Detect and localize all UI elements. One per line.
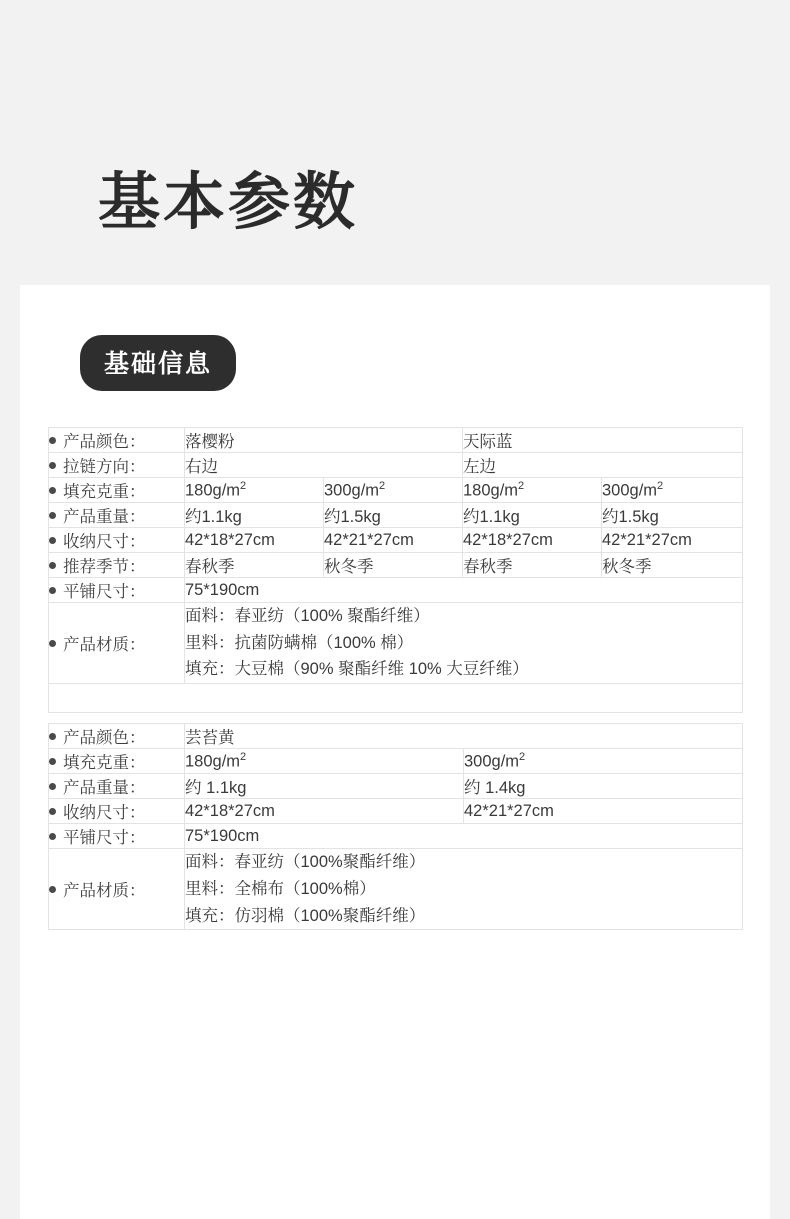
- superscript-2: 2: [657, 479, 664, 492]
- table-row: [49, 603, 743, 684]
- row-value-cell: 约 1.1kg: [185, 774, 464, 799]
- bottom-pad: [20, 930, 770, 948]
- row-label-cell: [49, 849, 185, 930]
- row-label-text: 填充克重：: [63, 483, 146, 501]
- table-row: [49, 453, 743, 478]
- row-value-cell: 右边: [185, 453, 463, 478]
- row-value-cell-material: [185, 603, 743, 684]
- bullet-dot-icon: [49, 537, 56, 544]
- row-value-cell: $300g/m^2$: [602, 478, 743, 503]
- row-value-cell: 约1.5kg: [324, 503, 463, 528]
- row-value-cell: $180g/m^2$: [185, 478, 324, 503]
- row-value-cell: 落樱粉: [185, 428, 463, 453]
- superscript-2: 2: [240, 750, 247, 763]
- row-label-cell: [49, 578, 185, 603]
- spec-table-primary: [48, 427, 743, 713]
- row-label-text: 产品材质：: [63, 636, 146, 655]
- row-value-cell: 约 1.4kg: [464, 774, 743, 799]
- row-label-text: 平铺尺寸：: [63, 829, 146, 848]
- table-row: [49, 849, 743, 930]
- bullet-dot-icon: [49, 462, 56, 469]
- table-row: [49, 774, 743, 799]
- right-band: [770, 0, 790, 1219]
- row-value-cell: 芸苔黄: [185, 724, 743, 749]
- row-label-cell: [49, 749, 185, 774]
- superscript-2: 2: [240, 479, 247, 492]
- spec-content: [20, 285, 770, 948]
- row-label-cell: [49, 824, 185, 849]
- row-label-text: 产品材质：: [63, 882, 146, 901]
- row-label-cell: [49, 799, 185, 824]
- row-value-cell: 42*18*27cm: [185, 528, 324, 553]
- row-label-text: 产品颜色：: [63, 729, 146, 748]
- superscript-2: 2: [519, 750, 526, 763]
- table-row: [49, 528, 743, 553]
- row-value-cell: 75*190cm: [185, 578, 743, 603]
- material-line: 填充：大豆棉（90% 聚酯纤维 10% 大豆纤维）: [185, 660, 529, 679]
- row-value-cell: 42*18*27cm: [463, 528, 602, 553]
- material-line: 里料：抗菌防螨棉（100% 棉）: [185, 633, 414, 652]
- table-gap: [20, 713, 770, 723]
- row-label-text: 平铺尺寸：: [63, 583, 146, 601]
- row-value-cell: 天际蓝: [463, 428, 743, 453]
- row-value-cell: 42*21*27cm: [602, 528, 743, 553]
- bullet-dot-icon: [49, 833, 56, 840]
- row-value-cell: 75*190cm: [185, 824, 743, 849]
- bullet-dot-icon: [49, 733, 56, 740]
- spacer-cell: [49, 684, 743, 713]
- row-label-cell: [49, 774, 185, 799]
- section-pill-basic-info: 基础信息: [80, 335, 236, 391]
- row-value-cell: 春秋季: [185, 553, 324, 578]
- left-band: [0, 0, 20, 1219]
- table-row: [49, 799, 743, 824]
- row-label-text: 推荐季节：: [63, 558, 146, 576]
- bullet-dot-icon: [49, 758, 56, 765]
- material-line: 填充：仿羽棉（100%聚酯纤维）: [185, 906, 426, 925]
- table-row: [49, 724, 743, 749]
- row-label-text: 产品颜色：: [63, 433, 146, 451]
- row-label-text: 拉链方向：: [63, 458, 146, 476]
- row-value-cell: $180g/m^2$: [463, 478, 602, 503]
- table-row: [49, 503, 743, 528]
- row-value-cell: 左边: [463, 453, 743, 478]
- row-value-cell: 秋冬季: [602, 553, 743, 578]
- row-label-cell: [49, 528, 185, 553]
- row-value-cell: $300g/m^2$: [324, 478, 463, 503]
- bullet-dot-icon: [49, 808, 56, 815]
- superscript-2: 2: [379, 479, 386, 492]
- table-row: [49, 578, 743, 603]
- row-label-cell: [49, 428, 185, 453]
- row-label-text: 收纳尺寸：: [63, 804, 146, 823]
- row-label-cell: [49, 553, 185, 578]
- row-value-cell: $300g/m^2$: [464, 749, 743, 774]
- row-value-cell: 42*18*27cm: [185, 799, 464, 824]
- bullet-dot-icon: [49, 562, 56, 569]
- row-label-cell: [49, 503, 185, 528]
- spec-table-secondary: [48, 723, 743, 930]
- page-title: 基本参数: [98, 168, 359, 237]
- top-band: [0, 0, 790, 20]
- superscript-2: 2: [518, 479, 525, 492]
- row-label-text: 填充克重：: [63, 754, 146, 773]
- row-label-text: 收纳尺寸：: [63, 533, 146, 551]
- row-label-text: 产品重量：: [63, 508, 146, 526]
- section-header: [20, 285, 770, 391]
- row-label-cell: [49, 478, 185, 503]
- table-spacer-row: [49, 684, 743, 713]
- bullet-dot-icon: [49, 437, 56, 444]
- row-value-cell: 约1.1kg: [185, 503, 324, 528]
- bullet-dot-icon: [49, 512, 56, 519]
- row-value-cell: 约1.5kg: [602, 503, 743, 528]
- hero-banner: [20, 20, 770, 285]
- row-value-cell: 42*21*27cm: [464, 799, 743, 824]
- row-value-cell-material: [185, 849, 743, 930]
- row-value-cell: $180g/m^2$: [185, 749, 464, 774]
- bullet-dot-icon: [49, 587, 56, 594]
- material-line: 面料：春亚纺（100% 聚酯纤维）: [185, 607, 430, 625]
- row-label-text: 产品重量：: [63, 779, 146, 798]
- row-label-cell: [49, 603, 185, 684]
- material-line: 里料：全棉布（100%棉）: [185, 879, 376, 898]
- row-label-cell: [49, 453, 185, 478]
- table-row: [49, 478, 743, 503]
- row-label-cell: [49, 724, 185, 749]
- row-value-cell: 秋冬季: [324, 553, 463, 578]
- table-row: [49, 749, 743, 774]
- bullet-dot-icon: [49, 640, 56, 647]
- row-value-cell: 春秋季: [463, 553, 602, 578]
- table-row: [49, 553, 743, 578]
- bullet-dot-icon: [49, 783, 56, 790]
- bullet-dot-icon: [49, 886, 56, 893]
- bullet-dot-icon: [49, 487, 56, 494]
- row-value-cell: 42*21*27cm: [324, 528, 463, 553]
- material-line: 面料：春亚纺（100%聚酯纤维）: [185, 853, 426, 872]
- table-row: [49, 428, 743, 453]
- row-value-cell: 约1.1kg: [463, 503, 602, 528]
- table-row: [49, 824, 743, 849]
